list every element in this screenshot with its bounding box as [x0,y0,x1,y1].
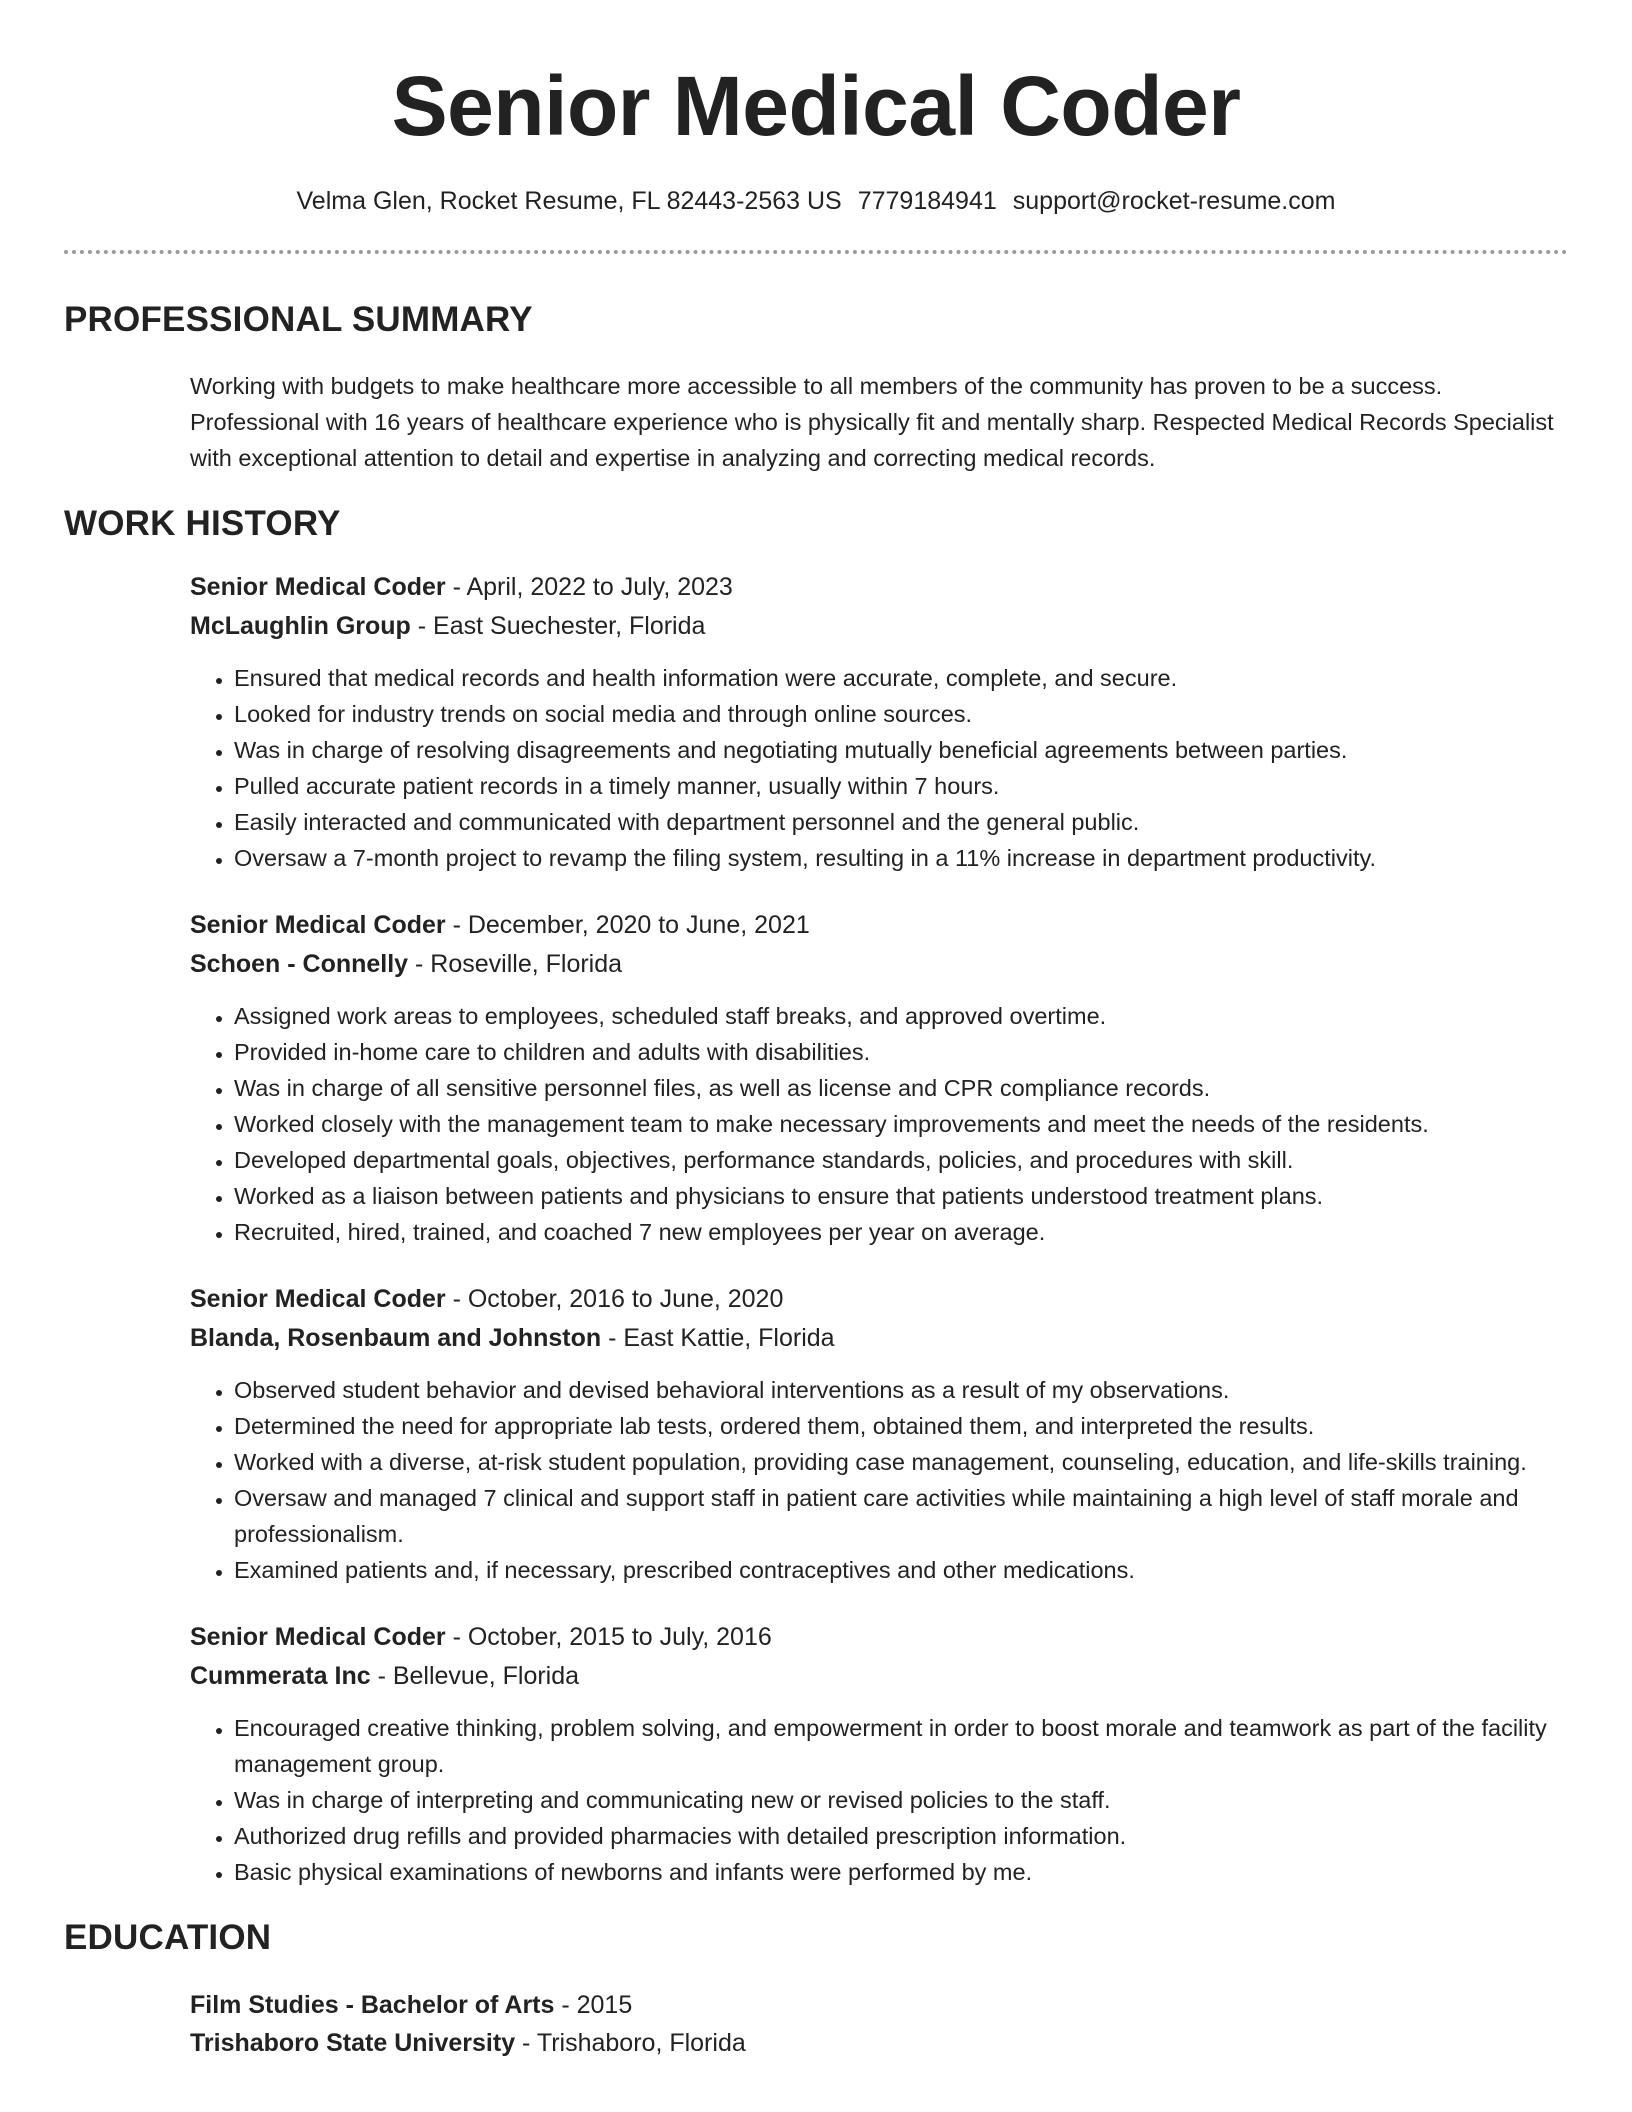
job-bullets [190,998,1568,1250]
job-entry [190,568,1568,876]
summary-section [64,298,1568,476]
work-history-heading: WORK HISTORY [64,504,341,543]
job-bullet: • Worked closely with the management team to make necessary improvements and meet the needs of the residents. [234,1106,1568,1142]
header-divider [64,250,1568,254]
job-bullet: • Observed student behavior and devised behavioral interventions as a result of my observations. [234,1372,1568,1408]
job-dates: - October, 2015 to July, 2016 [445,1623,772,1651]
work-history-section [64,502,1568,1890]
job-company-line [190,607,1568,646]
job-bullet: • Encouraged creative thinking, problem solving, and empowerment in order to boost morale and teamwork as part of the facility management group. [234,1710,1568,1782]
job-bullet: • Was in charge of interpreting and communicating new or revised policies to the staff. [234,1782,1568,1818]
job-bullet: • Developed departmental goals, objectives, performance standards, policies, and procedures with skill. [234,1142,1568,1178]
job-bullet: • Determined the need for appropriate lab tests, ordered them, obtained them, and interpreted the results. [234,1408,1568,1444]
job-bullet: • Was in charge of resolving disagreements and negotiating mutually beneficial agreements between parties. [234,732,1568,768]
job-bullet: • Assigned work areas to employees, scheduled staff breaks, and approved overtime. [234,998,1568,1034]
job-bullet: • Oversaw a 7-month project to revamp the filing system, resulting in a 11% increase in department productivity. [234,840,1568,876]
job-bullet: • Basic physical examinations of newborns and infants were performed by me. [234,1854,1568,1890]
job-bullet: • Ensured that medical records and health information were accurate, complete, and secure. [234,660,1568,696]
job-bullet: • Looked for industry trends on social media and through online sources. [234,696,1568,732]
education-degree: Film Studies - Bachelor of Arts [190,1991,555,2019]
education-section [64,1916,1568,2062]
job-company-line [190,1319,1568,1358]
education-location: - Trishaboro, Florida [515,2029,746,2057]
job-bullet: • Was in charge of all sensitive personnel files, as well as license and CPR compliance records. [234,1070,1568,1106]
job-bullet: • Provided in-home care to children and adults with disabilities. [234,1034,1568,1070]
job-title-line [190,906,1568,945]
job-location: - Bellevue, Florida [370,1662,580,1690]
education-heading: EDUCATION [64,1918,272,1957]
job-company-line [190,945,1568,984]
job-title: Senior Medical Coder [190,1285,446,1313]
job-bullet: • Examined patients and, if necessary, prescribed contraceptives and other medications. [234,1552,1568,1588]
contact-line [64,184,1568,218]
job-location: - East Suechester, Florida [410,612,706,640]
job-entry [190,906,1568,1250]
job-bullets [190,1710,1568,1890]
contact-phone: 7779184941 [857,187,997,215]
job-title: Senior Medical Coder [190,911,446,939]
job-company: Schoen - Connelly [190,950,409,978]
education-school-line [190,2024,1568,2062]
contact-address: Velma Glen, Rocket Resume, FL 82443-2563 US [296,187,842,215]
summary-heading: PROFESSIONAL SUMMARY [64,300,533,339]
job-company: Blanda, Rosenbaum and Johnston [190,1324,602,1352]
job-dates: - October, 2016 to June, 2020 [445,1285,784,1313]
education-year: - 2015 [554,1991,633,2019]
education-degree-line [190,1986,1568,2024]
summary-text: Working with budgets to make healthcare more accessible to all members of the community has proven to be a success. Professional with 16 years of healthcare experience who is physically fit and mentally sharp. Respected Medical Records Specialist with exceptional attention to detail and expertise in analyzing and correcting medical records. [190,373,1554,471]
contact-email: support@rocket-resume.com [1012,187,1336,215]
education-school: Trishaboro State University [190,2029,516,2057]
job-bullet: • Easily interacted and communicated with department personnel and the general public. [234,804,1568,840]
job-title-line [190,1280,1568,1319]
job-location: - Roseville, Florida [408,950,623,978]
job-bullet: • Oversaw and managed 7 clinical and support staff in patient care activities while maintaining a high level of staff morale and professionalism. [234,1480,1568,1552]
job-location: - East Kattie, Florida [601,1324,835,1352]
job-bullet: • Worked with a diverse, at-risk student population, providing case management, counseling, education, and life-skills training. [234,1444,1568,1480]
job-company: Cummerata Inc [190,1662,371,1690]
job-title: Senior Medical Coder [190,1623,446,1651]
job-bullet: • Worked as a liaison between patients and physicians to ensure that patients understood treatment plans. [234,1178,1568,1214]
job-dates: - April, 2022 to July, 2023 [445,573,733,601]
job-entry [190,1618,1568,1890]
job-entry [190,1280,1568,1588]
job-company-line [190,1657,1568,1696]
job-company: McLaughlin Group [190,612,411,640]
job-title-line [190,1618,1568,1657]
job-bullet: • Recruited, hired, trained, and coached 7 new employees per year on average. [234,1214,1568,1250]
job-title-line [190,568,1568,607]
job-bullet: • Authorized drug refills and provided pharmacies with detailed prescription information. [234,1818,1568,1854]
job-bullets [190,660,1568,876]
job-title: Senior Medical Coder [190,573,446,601]
resume-title: Senior Medical Coder [391,59,1241,153]
job-bullets [190,1372,1568,1588]
job-bullet: • Pulled accurate patient records in a timely manner, usually within 7 hours. [234,768,1568,804]
job-dates: - December, 2020 to June, 2021 [445,911,810,939]
